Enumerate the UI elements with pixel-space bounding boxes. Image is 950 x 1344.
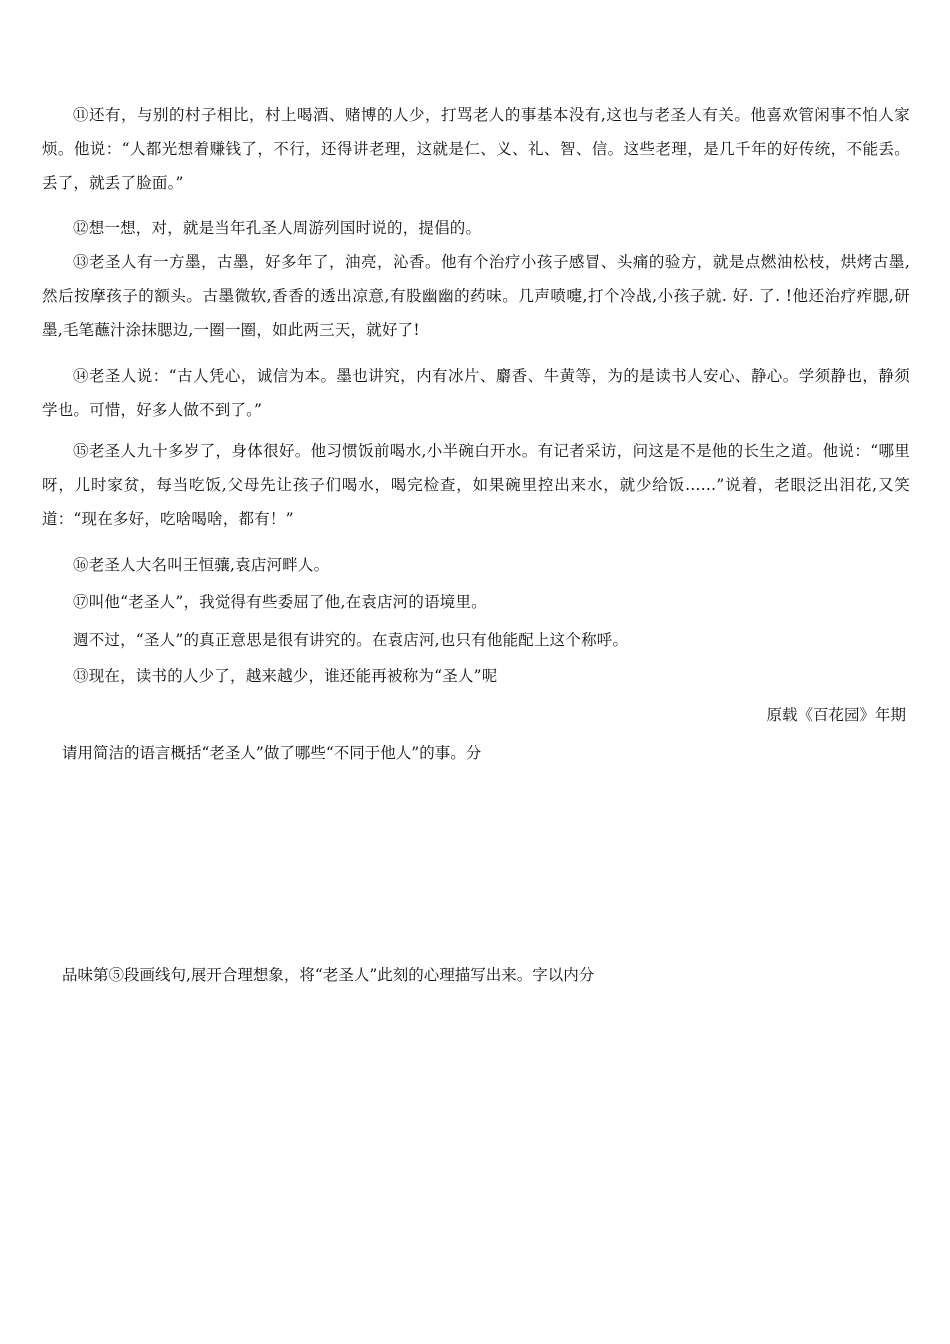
paragraph-16: ⑯老圣人大名叫王恒骧,袁店河畔人。 xyxy=(73,556,330,574)
paragraph-12: ⑫想一想，对，就是当年孔圣人周游列国时说的，提倡的。 xyxy=(73,219,482,237)
question-2: 品味第⑤段画线句,展开合理想象，将“老圣人”此刻的心理描写出来。字以内分 xyxy=(62,966,595,984)
question-1: 请用简洁的语言概括“老圣人”做了哪些“不同于他人”的事。分 xyxy=(62,744,482,762)
paragraph-17b: 週不过，“圣人”的真正意思是很有讲究的。在袁店河,也只有他能配上这个称呼。 xyxy=(73,631,629,649)
paragraph-15: ⑮老圣人九十多岁了，身体很好。他习惯饭前喝水,小半碗白开水。有记者采访，问这是不是他的长生之道。他说：“哪里呀，儿时家贫，每当吃饭,父母先让孩子们喝水，喝完检查，如果碗里控出来水，就少给饭……”说着，老眼泛出泪花,又笑道：“现在多好，吃啥喝啥，都有！” xyxy=(42,442,910,528)
paragraph-13: ⑬老圣人有一方墨，古墨，好多年了，油亮，沁香。他有个治疗小孩子感冒、头痛的验方，就是点燃油松枝，烘烤古墨,然后按摩孩子的额头。古墨微软,香香的透出凉意,有股幽幽的药味。几声喷嚏,打个冷战,小孩子就. 好. 了. !他还治疗痄腮,研墨,毛笔蘸汁涂抹腮边,一圈一圈，如此两三天，就好了! xyxy=(42,253,910,339)
paragraph-14: ⑭老圣人说：“古人凭心，诚信为本。墨也讲究，内有冰片、麝香、牛黄等，为的是读书人安心、静心。学须静也，静须学也。可惜，好多人做不到了。” xyxy=(42,367,910,419)
paragraph-17: ⑰叫他“老圣人”，我觉得有些委屈了他,在袁店河的语境里。 xyxy=(73,593,487,611)
paragraph-11: ⑪还有，与别的村子相比，村上喝酒、赌博的人少，打骂老人的事基本没有,这也与老圣人有关。他喜欢管闲事不怕人家烦。他说：“人都光想着赚钱了，不行，还得讲老理，这就是仁、义、礼、智、信。这些老理，是几千年的好传统，不能丢。丢了，就丢了脸面。” xyxy=(42,106,910,192)
source-attribution: 原载《百花园》年期 xyxy=(766,706,906,724)
paragraph-18: ⑬现在，读书的人少了，越来越少，谁还能再被称为“圣人”呢 xyxy=(73,667,498,685)
